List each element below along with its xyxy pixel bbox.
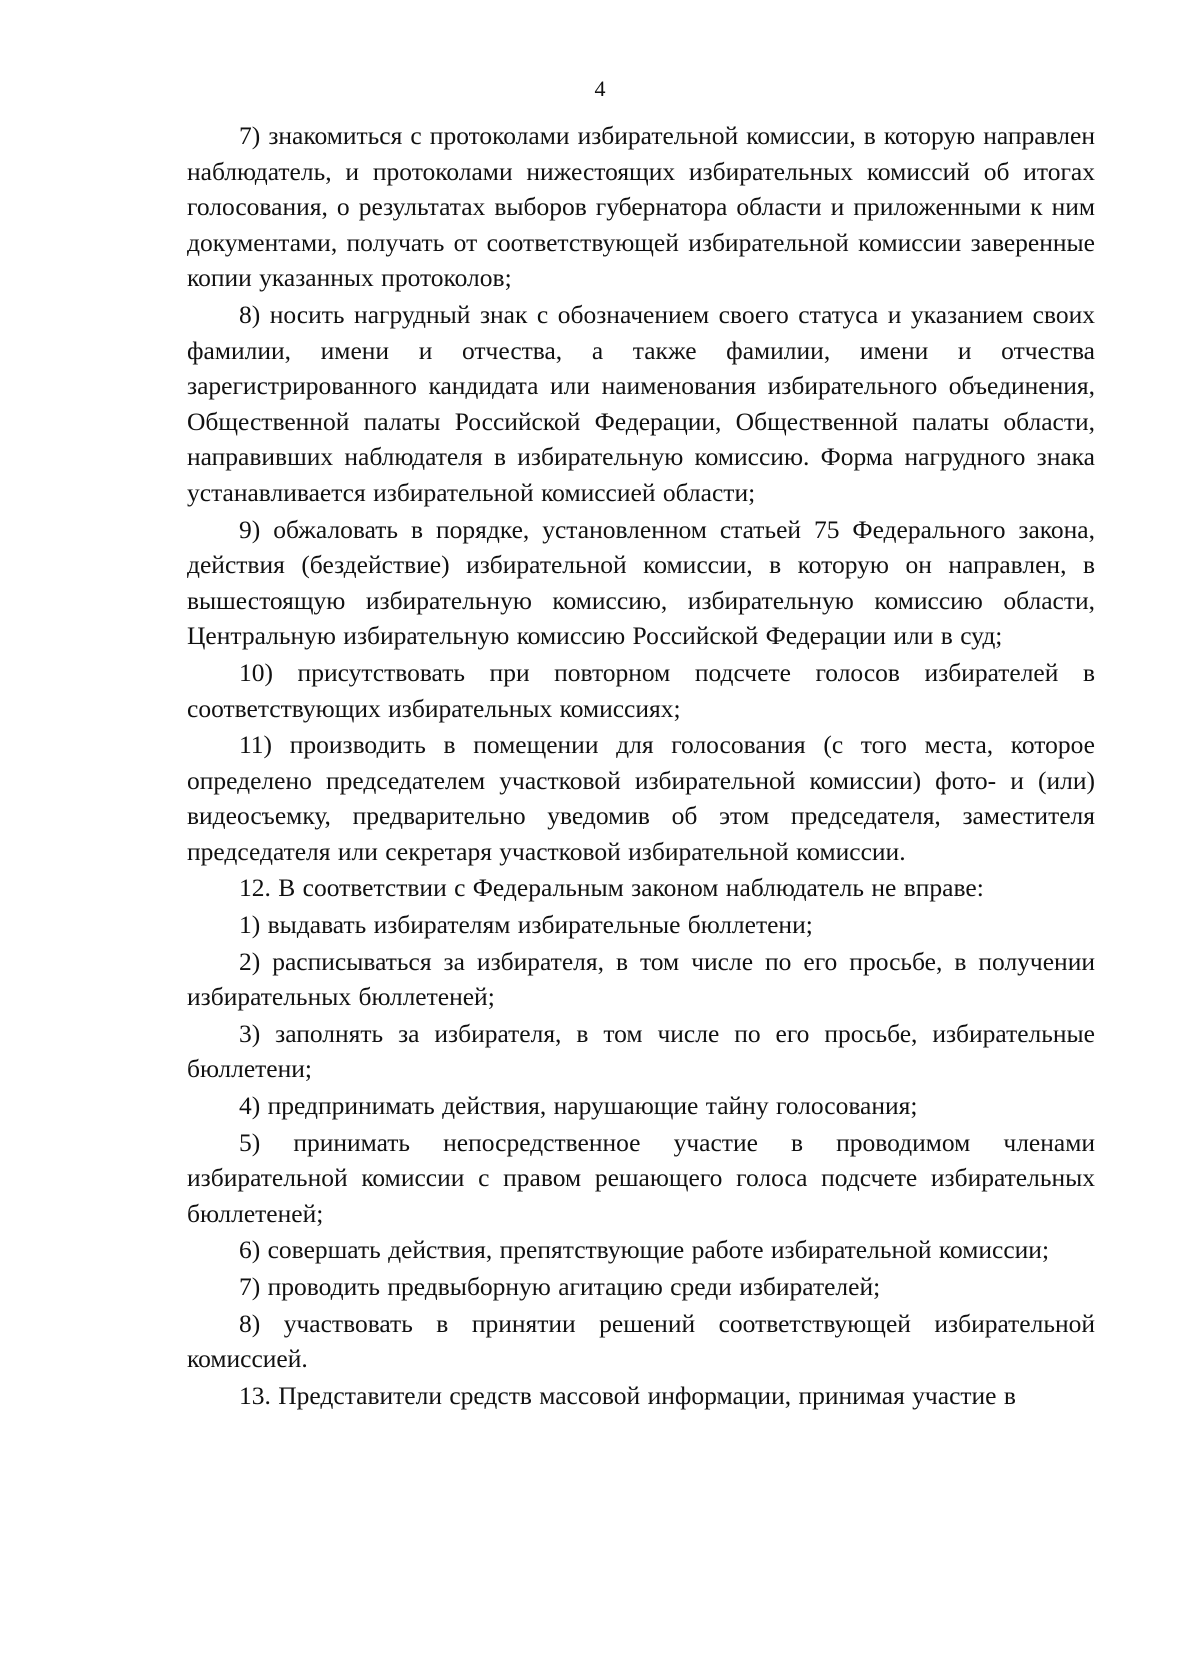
paragraph-item-10-recount: 10) присутствовать при повторном подсчете голосов избирателей в соответствующих избирательных комиссиях; (187, 657, 1095, 723)
paragraph-prohibition-1: 1) выдавать избирателям избирательные бюллетени; (239, 910, 813, 940)
paragraph-clause-13-start: 13. Представители средств массовой информации, принимая участие в (239, 1380, 1016, 1410)
paragraph-prohibition-2: 2) расписываться за избирателя, в том числе по его просьбе, в получении избирательных бюллетеней; (187, 946, 1095, 1012)
paragraph-prohibition-5: 5) принимать непосредственное участие в проводимом членами избирательной комиссии с правом решающего голоса подсчете избирательных бюллетеней; (187, 1127, 1095, 1228)
paragraph-item-7-right-to-view-protocols: 7) знакомиться с протоколами избирательной комиссии, в которую направлен наблюдатель, и протоколами нижестоящих избирательных комиссий об итогах голосования, о результатах выборов губернатора области и приложенными к ним документами, получать от соответствующей избирательной комиссии заверенные копии указанных протоколов; (187, 121, 1095, 293)
paragraph-prohibition-3: 3) заполнять за избирателя, в том числе по его просьбе, избирательные бюллетени; (187, 1018, 1095, 1084)
paragraph-clause-12-heading: 12. В соответствии с Федеральным законом наблюдатель не вправе: (239, 873, 984, 903)
paragraph-prohibition-7: 7) проводить предвыборную агитацию среди избирателей; (239, 1272, 881, 1301)
paragraph-item-9-appeal: 9) обжаловать в порядке, установленном статьей 75 Федерального закона, действия (бездействие) избирательной комиссии, в которую он направлен, в вышестоящую избирательную комиссию, избирательную комиссию области, Центральную избирательную комиссию Российской Федерации или в суд; (187, 514, 1095, 651)
paragraph-item-11-photo-video: 11) производить в помещении для голосования (с того места, которое определено председателем участковой избирательной комиссии) фото- и (или) видеосъемку, предварительно уведомив об этом председателя, заместителя председателя или секретаря участковой избирательной комиссии. (187, 730, 1095, 866)
paragraph-prohibition-4: 4) предпринимать действия, нарушающие тайну голосования; (239, 1091, 918, 1121)
paragraph-item-8-badge: 8) носить нагрудный знак с обозначением своего статуса и указанием своих фамилии, имени и отчества, а также фамилии, имени и отчества зарегистрированного кандидата или наименования избирательного объединения, Общественной палаты Российской Федерации, Общественной палаты области, направивших наблюдателя в избирательную комиссию. Форма нагрудного знака устанавливается избирательной комиссией области; (187, 299, 1095, 507)
document-body (187, 118, 1095, 1414)
page-number: 4 (594, 76, 606, 101)
paragraph-prohibition-8: 8) участвовать в принятии решений соответствующей избирательной комиссией. (187, 1308, 1095, 1374)
paragraph-prohibition-6: 6) совершать действия, препятствующие работе избирательной комиссии; (239, 1235, 1050, 1265)
